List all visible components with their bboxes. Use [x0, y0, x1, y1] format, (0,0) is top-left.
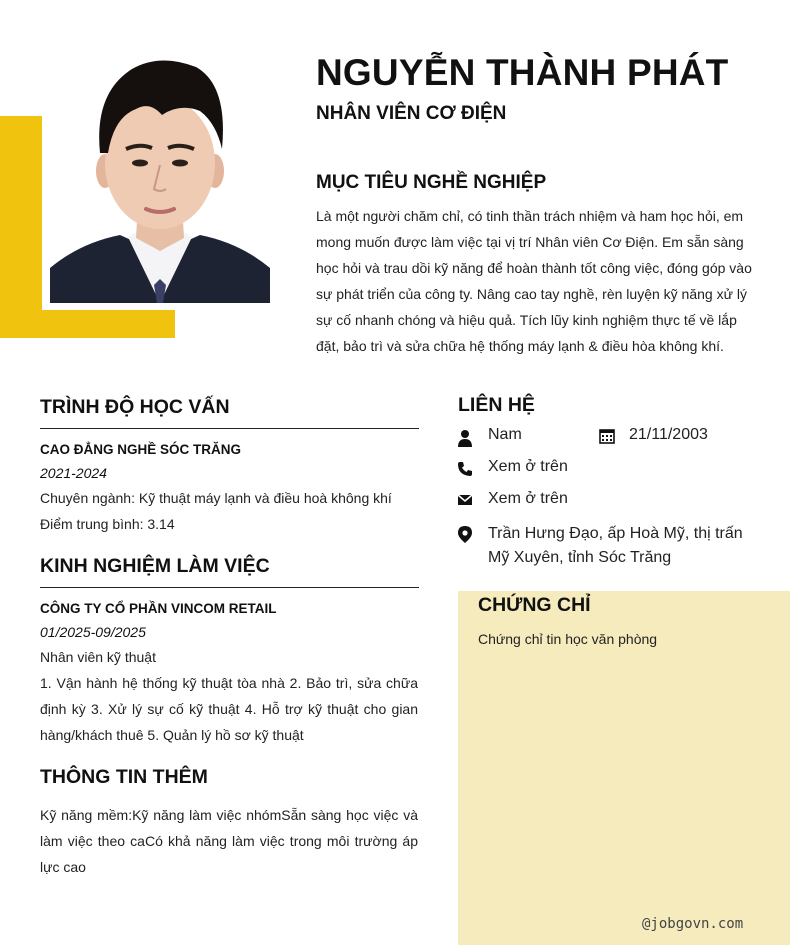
calendar-icon: [599, 428, 615, 444]
extra-text: Kỹ năng mềm:Kỹ năng làm việc nhómSẵn sàng học việc và làm việc theo caCó khả năng làm việc trong môi trường áp lực cao: [40, 807, 418, 875]
extra-title: THÔNG TIN THÊM: [40, 766, 208, 788]
objective-title: MỤC TIÊU NGHỀ NGHIỆP: [316, 172, 547, 193]
experience-divider: [40, 587, 419, 588]
education-divider: [40, 428, 419, 429]
experience-company: CÔNG TY CỔ PHẦN VINCOM RETAIL: [40, 601, 277, 616]
objective-text: Là một người chăm chỉ, có tinh thần trách nhiệm và ham học hỏi, em mong muốn được làm việc tại vị trí Nhân viên Cơ Điện. Em sẵn sàng học hỏi và trau dồi kỹ năng để hoàn thành tốt công việc, đóng góp vào sự phát triển của công ty. Nâng cao tay nghề, rèn luyện kỹ năng xử lý sự cố nhanh chóng và hiệu quả. Tích lũy kinh nghiệm thực tế về lắp đặt, bảo trì và sửa chữa hệ thống máy lạnh & điều hòa không khí.: [316, 208, 752, 354]
contact-title: LIÊN HỆ: [458, 394, 535, 416]
email-icon: [457, 493, 473, 509]
accent-bar-horizontal: [0, 310, 175, 338]
education-gpa: Điểm trung bình: 3.14: [40, 516, 175, 532]
certificates-title: CHỨNG CHỈ: [478, 594, 591, 616]
experience-description: 1. Vận hành hệ thống kỹ thuật tòa nhà 2. Bảo trì, sửa chữa định kỳ 3. Xử lý sự cố kỹ thuật 4. Hỗ trợ kỹ thuật cho gian hàng/khách thuê 5. Quản lý hồ sơ kỹ thuật: [40, 675, 418, 743]
experience-period: 01/2025-09/2025: [40, 624, 146, 640]
profile-photo: [50, 53, 270, 303]
contact-gender: Nam: [488, 426, 522, 443]
contact-email: Xem ở trên: [488, 490, 568, 507]
certificate-item: Chứng chỉ tin học văn phòng: [478, 631, 658, 647]
phone-icon: [457, 461, 473, 477]
education-school: CAO ĐẲNG NGHỀ SÓC TRĂNG: [40, 442, 242, 457]
contact-phone: Xem ở trên: [488, 458, 568, 475]
experience-title: KINH NGHIỆM LÀM VIỆC: [40, 555, 270, 577]
contact-birthdate: 21/11/2003: [629, 426, 708, 443]
candidate-role: NHÂN VIÊN CƠ ĐIỆN: [316, 103, 507, 124]
person-icon: [457, 429, 473, 445]
education-title: TRÌNH ĐỘ HỌC VẤN: [40, 396, 230, 418]
accent-bar-vertical: [0, 116, 42, 338]
candidate-name: NGUYỄN THÀNH PHÁT: [316, 52, 729, 93]
education-period: 2021-2024: [40, 465, 107, 481]
experience-position: Nhân viên kỹ thuật: [40, 649, 156, 665]
site-watermark: @jobgovn.com: [642, 916, 744, 932]
location-pin-icon: [457, 525, 473, 541]
education-major: Chuyên ngành: Kỹ thuật máy lạnh và điều hoà không khí: [40, 490, 392, 506]
contact-address: Trần Hưng Đạo, ấp Hoà Mỹ, thị trấn Mỹ Xuyên, tỉnh Sóc Trăng: [488, 525, 743, 566]
